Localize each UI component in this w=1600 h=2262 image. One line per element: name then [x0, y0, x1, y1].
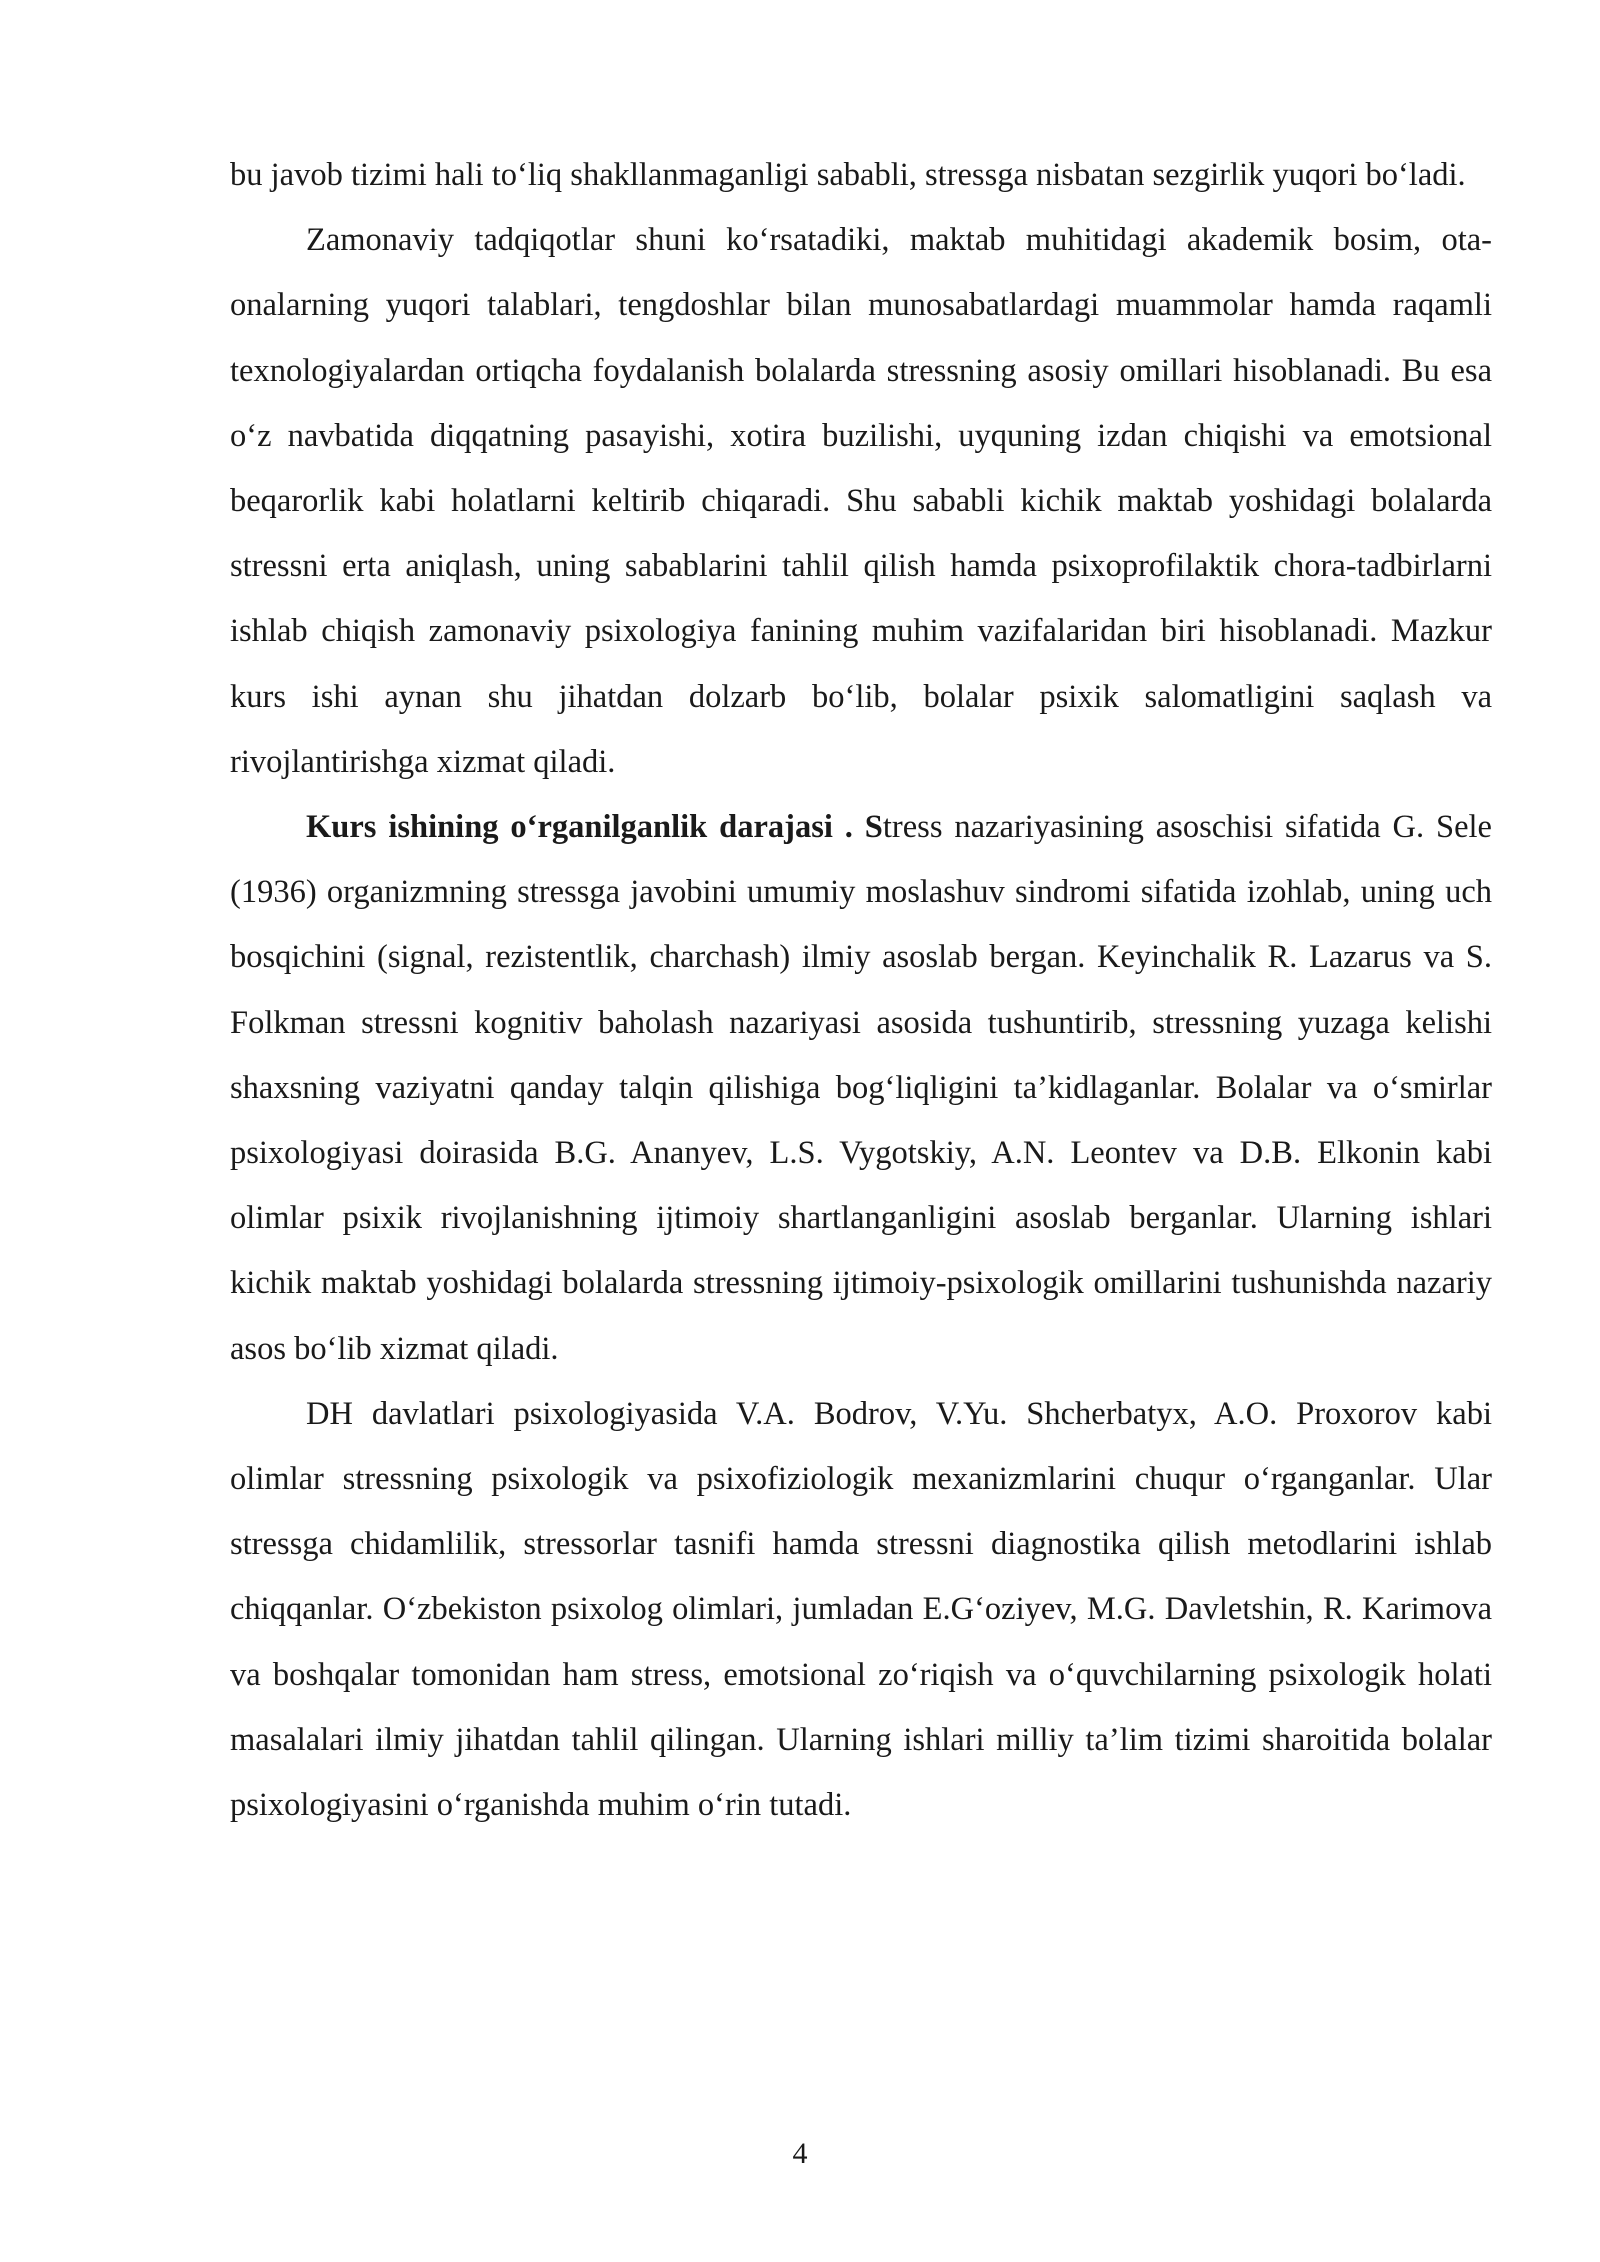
section-heading: Kurs ishining o‘rganilganlik darajasi . S — [306, 809, 883, 846]
paragraph-continuation — [230, 143, 1492, 208]
page-body — [230, 143, 1492, 1838]
paragraph-text: bu javob tizimi hali to‘liq shakllanmaganligi sababli, stressga nisbatan sezgirlik yuqori bo‘ladi. — [230, 157, 1466, 193]
paragraph-regional-research — [230, 1382, 1492, 1838]
paragraph-study-degree — [230, 795, 1492, 1382]
paragraph-text: Zamonaviy tadqiqotlar shuni ko‘rsatadiki, maktab muhitidagi akademik bosim, ota-onalarning yuqori talablari, tengdoshlar bilan munosabatlardagi muammolar hamda raqamli texnologiyalardan ortiqcha foydalanish bolalarda stressning asosiy omillari hisoblanadi. Bu esa o‘z navbatida diqqatning pasayishi, xotira buzilishi, uyquning izdan chiqishi va emotsional beqarorlik kabi holatlarni keltirib chiqaradi. Shu sababli kichik maktab yoshidagi bolalarda stressni erta aniqlash, uning sabablarini tahlil qilish hamda psixoprofilaktik chora-tadbirlarni ishlab chiqish zamonaviy psixologiya fanining muhim vazifalaridan biri hisoblanadi. Mazkur kurs ishi aynan shu jihatdan dolzarb bo‘lib, bolalar psixik salomatligini saqlash va rivojlantirishga xizmat qiladi. — [230, 222, 1492, 780]
paragraph-relevance — [230, 208, 1492, 795]
page-number: 4 — [792, 2137, 808, 2170]
paragraph-text: DH davlatlari psixologiyasida V.A. Bodrov, V.Yu. Shcherbatyx, A.O. Proxorov kabi olimlar stressning psixologik va psixofiziologik mexanizmlarini chuqur o‘rganganlar. Ular stressga chidamlilik, stressorlar tasnifi hamda stressni diagnostika qilish metodlarini ishlab chiqqanlar. O‘zbekiston psixolog olimlari, jumladan E.G‘oziyev, M.G. Davletshin, R. Karimova va boshqalar tomonidan ham stress, emotsional zo‘riqish va o‘quvchilarning psixologik holati masalalari ilmiy jihatdan tahlil qilingan. Ularning ishlari milliy ta’lim tizimi sharoitida bolalar psixologiyasini o‘rganishda muhim o‘rin tutadi. — [230, 1395, 1492, 1824]
paragraph-text: tress nazariyasining asoschisi sifatida G. Sele (1936) organizmning stressga javobini umumiy moslashuv sindromi sifatida izohlab, uning uch bosqichini (signal, rezistentlik, charchash) ilmiy asoslab bergan. Keyinchalik R. Lazarus va S. Folkman stressni kognitiv baholash nazariyasi asosida tushuntirib, stressning yuzaga kelishi shaxsning vaziyatni qanday talqin qilishiga bog‘liqligini ta’kidlaganlar. Bolalar va o‘smirlar psixologiyasi doirasida B.G. Ananyev, L.S. Vygotskiy, A.N. Leontev va D.B. Elkonin kabi olimlar psixik rivojlanishning ijtimoiy shartlanganligini asoslab berganlar. Ularning ishlari kichik maktab yoshidagi bolalarda stressning ijtimoiy-psixologik omillarini tushunishda nazariy asos bo‘lib xizmat qiladi. — [230, 809, 1492, 1367]
